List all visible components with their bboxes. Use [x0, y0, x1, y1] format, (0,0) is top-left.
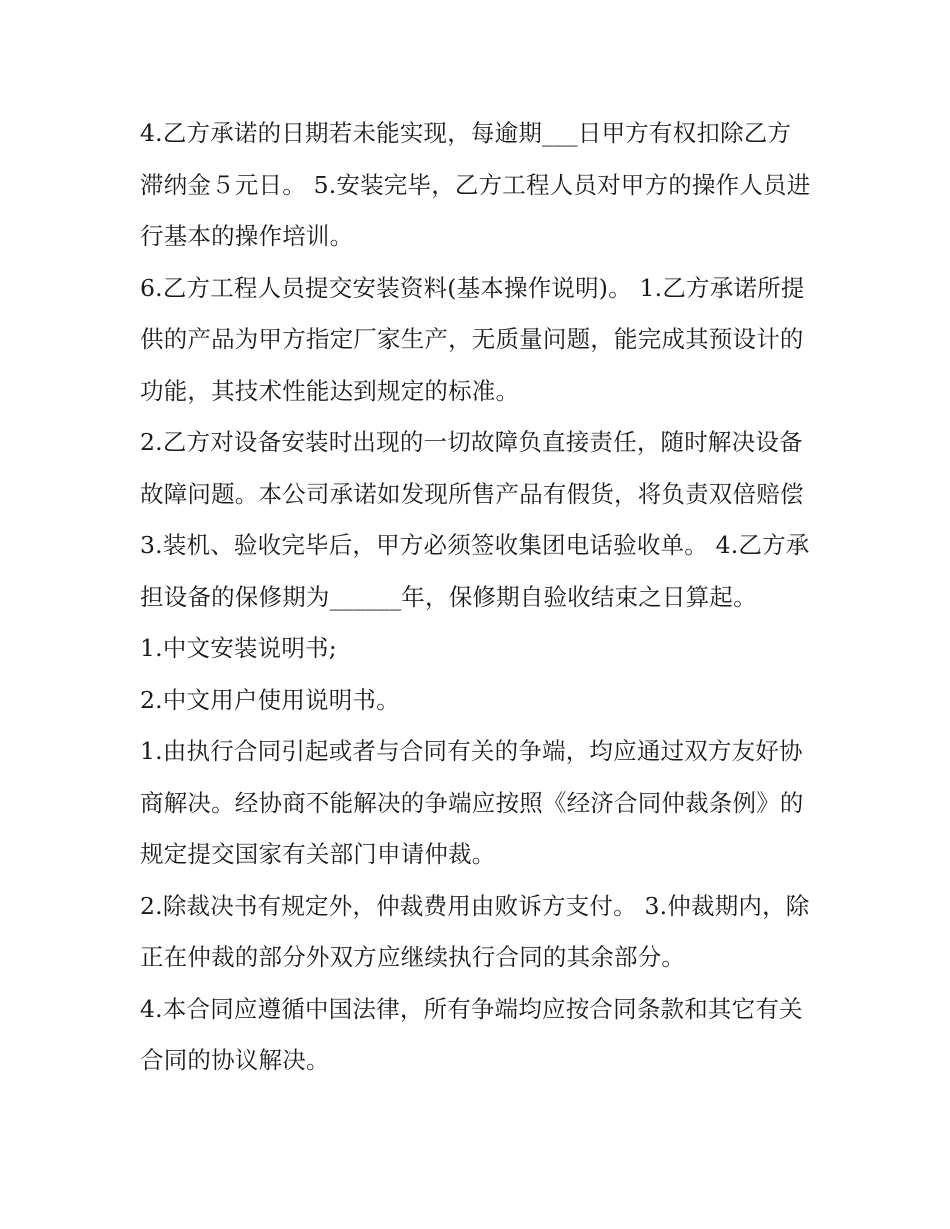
document-body: [140, 108, 812, 1087]
paragraph-dispute-resolution: 1.由执行合同引起或者与合同有关的争端，均应通过双方友好协商解决。经协商不能解决的争端应按照《经济合同仲裁条例》的规定提交国家有关部门申请仲裁。: [140, 737, 804, 868]
paragraph-install-manual: 1.中文安装说明书;: [140, 634, 337, 662]
paragraph-user-manual: 2.中文用户使用说明书。: [140, 685, 400, 714]
paragraph-installation-materials: 6.乙方工程人员提交安装资料(基本操作说明)。 1.乙方承诺所提供的产品为甲方指定厂家生产，无质量问题，能完成其预设计的功能，其技术性能达到规定的标准。: [140, 273, 805, 405]
paragraph-governing-law: 4.本合同应遵循中国法律，所有争端均应按合同条款和其它有关合同的协议解决。: [140, 994, 803, 1074]
paragraph-arbitration-fees: 2.除裁决书有规定外，仲裁费用由败诉方支付。 3.仲裁期内，除正在仲裁的部分外双方应继续执行合同的其余部分。: [140, 891, 810, 971]
paragraph-fault-responsibility: 2.乙方对设备安装时出现的一切故障负直接责任，随时解决设备故障问题。本公司承诺如发现所售产品有假货，将负责双倍赔偿: [140, 428, 804, 508]
paragraph-acceptance-warranty: 3.装机、验收完毕后，甲方必须签收集团电话验收单。 4.乙方承担设备的保修期为______年，保修期自验收结束之日算起。: [140, 531, 810, 611]
paragraph-delay-penalty: 4.乙方承诺的日期若未能实现，每逾期___日甲方有权扣除乙方滞纳金５元日。 5.安装完毕，乙方工程人员对甲方的操作人员进行基本的操作培训。: [140, 119, 811, 250]
